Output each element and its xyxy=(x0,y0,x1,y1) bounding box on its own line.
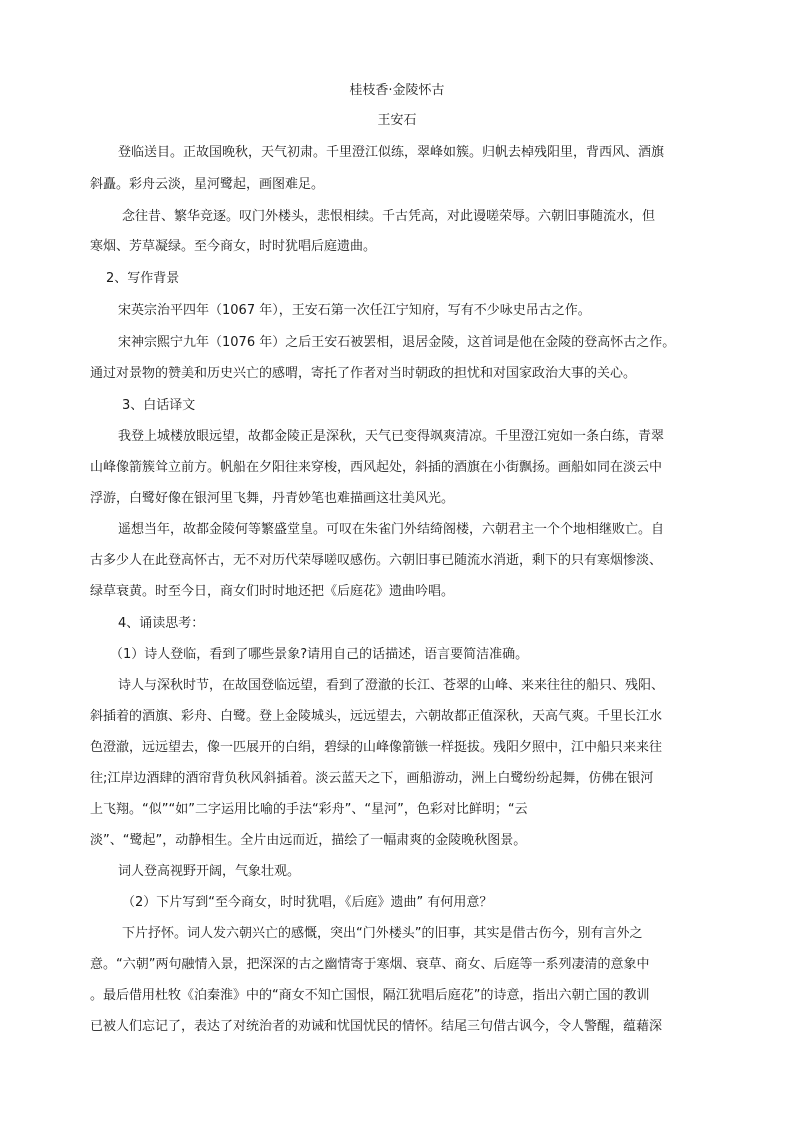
paragraph-line: 我登上城楼放眼远望，故都金陵正是深秋，天气已变得飒爽清凉。千里澄江宛如一条白练，青翠 xyxy=(118,429,665,444)
paragraph-line: 浮游，白鹭好像在银河里飞舞，丹青妙笔也难描画这壮美风光。 xyxy=(90,491,455,506)
poem-author: 王安石 xyxy=(377,113,417,128)
paragraph-line: 宋神宗熙宁九年（1076 年）之后王安石被罢相，退居金陵，这首词是他在金陵的登高怀古之作。 xyxy=(118,335,676,350)
paragraph-line: 宋英宗治平四年（1067 年），王安石第一次任江宁知府，写有不少咏史吊古之作。 xyxy=(118,303,591,318)
paragraph-line: 遥想当年，故都金陵何等繁盛堂皇。可叹在朱雀门外结绮阁楼，六朝君主一个个地相继败亡。自 xyxy=(118,522,665,537)
paragraph-line: 绿草衰黄。时至今日，商女们时时地还把《后庭花》遗曲吟唱。 xyxy=(90,584,455,599)
paragraph-line: 斜插着的酒旗、彩舟、白鹭。登上金陵城头，远远望去，六朝故都正值深秋，天高气爽。千里长江水 xyxy=(90,709,663,724)
question-line: （1）诗人登临，看到了哪些景象?请用自己的话描述，语言要简洁准确。 xyxy=(110,647,529,662)
paragraph-line: 已被人们忘记了，表达了对统治者的劝诫和忧国忧民的情怀。结尾三句借古讽今，令人警醒，蕴藉深 xyxy=(90,1019,663,1034)
paragraph-line: 上飞翔。“似”“如”二字运用比喻的手法“彩舟”、“星河”，色彩对比鲜明；“云 xyxy=(90,802,528,817)
poem-title: 桂枝香·金陵怀古 xyxy=(349,83,445,98)
paragraph-line: 通过对景物的赞美和历史兴亡的感喟，寄托了作者对当时朝政的担忧和对国家政治大事的关心。 xyxy=(90,366,637,381)
paragraph-line: 往;江岸边酒肆的酒帘背负秋风斜插着。淡云蓝天之下，画船游动，洲上白鹭纷纷起舞，仿佛在银河 xyxy=(90,771,654,786)
question-line: （2）下片写到“至今商女，时时犹唱，《后庭》遗曲” 有何用意？ xyxy=(122,895,493,910)
section-heading: 3、白话译文 xyxy=(122,398,196,413)
paragraph-line: 斜矗。彩舟云淡，星河鹭起，画图难足。 xyxy=(90,177,325,192)
paragraph-line: 念往昔、繁华竞逐。叹门外楼头，悲恨相续。千古凭高，对此谩嗟荣辱。六朝旧事随流水，但 xyxy=(122,209,656,224)
paragraph-line: 色澄澈，远远望去，像一匹展开的白绢，碧绿的山峰像箭镞一样挺拔。残阳夕照中，江中船只来来往 xyxy=(90,740,663,755)
paragraph-line: 。最后借用杜牧《泊秦淮》中的“商女不知亡国恨，隔江犹唱后庭花”的诗意，指出六朝亡国的教训 xyxy=(90,988,650,1003)
paragraph-line: 下片抒怀。词人发六朝兴亡的感慨，突出“门外楼头”的旧事，其实是借古伤今，别有言外之 xyxy=(122,926,643,941)
paragraph-line: 意。“六朝”两句融情入景，把深深的古之幽情寄于寒烟、衰草、商女、后庭等一系列凄清的意象中 xyxy=(90,957,650,972)
paragraph-line: 山峰像箭簇耸立前方。帆船在夕阳往来穿梭，西风起处，斜插的酒旗在小街飘扬。画船如同在淡云中 xyxy=(90,460,663,475)
section-heading: 4、诵读思考： xyxy=(118,616,205,631)
paragraph-line: 登临送目。正故国晚秋，天气初肃。千里澄江似练，翠峰如簇。归帆去棹残阳里，背西风、酒旗 xyxy=(118,145,665,160)
paragraph-line: 诗人与深秋时节，在故国登临远望，看到了澄澈的长江、苍翠的山峰、来来往往的船只、残阳、 xyxy=(118,678,665,693)
paragraph-line: 淡”、“鹭起”，动静相生。全片由远而近，描绘了一幅肃爽的金陵晚秋图景。 xyxy=(90,833,527,848)
section-heading: 2、写作背景 xyxy=(106,271,180,286)
paragraph-line: 词人登高视野开阔，气象壮观。 xyxy=(118,864,301,879)
paragraph-line: 寒烟、芳草凝绿。至今商女，时时犹唱后庭遗曲。 xyxy=(90,239,377,254)
paragraph-line: 古多少人在此登高怀古，无不对历代荣辱嗟叹感伤。六朝旧事已随流水消逝，剩下的只有寒烟惨淡、 xyxy=(90,553,663,568)
